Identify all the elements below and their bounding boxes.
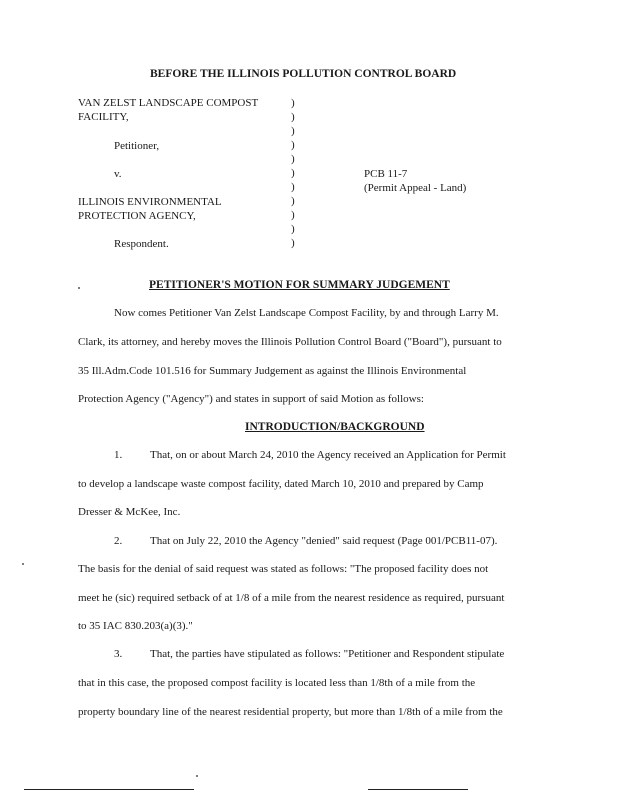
caption-paren: ) xyxy=(291,195,295,207)
intro-line: 35 Ill.Adm.Code 101.516 for Summary Judgement as against the Illinois Environmental xyxy=(78,365,467,377)
caption-paren: ) xyxy=(291,237,295,249)
respondent-name-line1: ILLINOIS ENVIRONMENTAL xyxy=(78,196,222,208)
caption-paren: ) xyxy=(291,153,295,165)
intro-line: Clark, its attorney, and hereby moves the Illinois Pollution Control Board ("Board"), pursuant to xyxy=(78,336,502,348)
paragraph-line: That on July 22, 2010 the Agency "denied" said request (Page 001/PCB11-07). xyxy=(150,535,498,547)
petitioner-name-line2: FACILITY, xyxy=(78,111,129,123)
paragraph-number: 3. xyxy=(114,648,123,660)
case-type: (Permit Appeal - Land) xyxy=(364,182,467,194)
section-heading: INTRODUCTION/BACKGROUND xyxy=(245,421,425,433)
paragraph-line: That, on or about March 24, 2010 the Agency received an Application for Permit xyxy=(150,449,506,461)
paragraph-line: The basis for the denial of said request was stated as follows: "The proposed facility does not xyxy=(78,563,489,575)
caption-paren: ) xyxy=(291,111,295,123)
scan-speck xyxy=(78,287,80,289)
footer-rule xyxy=(368,789,468,790)
paragraph-line: property boundary line of the nearest residential property, but more than 1/8th of a mile from the xyxy=(78,706,503,718)
paragraph-number: 2. xyxy=(114,535,123,547)
paragraph-number: 1. xyxy=(114,449,123,461)
caption-paren: ) xyxy=(291,209,295,221)
paragraph-line: That, the parties have stipulated as follows: "Petitioner and Respondent stipulate xyxy=(150,648,505,660)
caption-parenthesis-column xyxy=(291,96,299,250)
respondent-name-line2: PROTECTION AGENCY, xyxy=(78,210,196,222)
footer-rule xyxy=(24,789,194,790)
caption-paren: ) xyxy=(291,125,295,137)
respondent-label: Respondent. xyxy=(114,238,169,250)
case-number: PCB 11-7 xyxy=(364,168,408,180)
paragraph-line: meet he (sic) required setback of at 1/8 of a mile from the nearest residence as required, pursuant xyxy=(78,592,505,604)
board-title: BEFORE THE ILLINOIS POLLUTION CONTROL BOARD xyxy=(150,68,457,80)
intro-line: Now comes Petitioner Van Zelst Landscape Compost Facility, by and through Larry M. xyxy=(114,307,499,319)
caption-paren: ) xyxy=(291,139,295,151)
scan-speck xyxy=(196,775,198,777)
petitioner-label: Petitioner, xyxy=(114,140,160,152)
paragraph-line: that in this case, the proposed compost facility is located less than 1/8th of a mile from the xyxy=(78,677,476,689)
paragraph-line: Dresser & McKee, Inc. xyxy=(78,506,181,518)
scan-speck xyxy=(22,563,24,565)
paragraph-line: to develop a landscape waste compost facility, dated March 10, 2010 and prepared by Camp xyxy=(78,478,484,490)
motion-title: PETITIONER'S MOTION FOR SUMMARY JUDGEMENT xyxy=(149,279,450,291)
petitioner-name-line1: VAN ZELST LANDSCAPE COMPOST xyxy=(78,97,259,109)
paragraph-line: to 35 IAC 830.203(a)(3)." xyxy=(78,620,193,632)
versus-label: v. xyxy=(114,168,122,180)
caption-paren: ) xyxy=(291,181,295,193)
caption-paren: ) xyxy=(291,223,295,235)
intro-line: Protection Agency ("Agency") and states in support of said Motion as follows: xyxy=(78,393,424,405)
caption-paren: ) xyxy=(291,97,295,109)
caption-paren: ) xyxy=(291,167,295,179)
